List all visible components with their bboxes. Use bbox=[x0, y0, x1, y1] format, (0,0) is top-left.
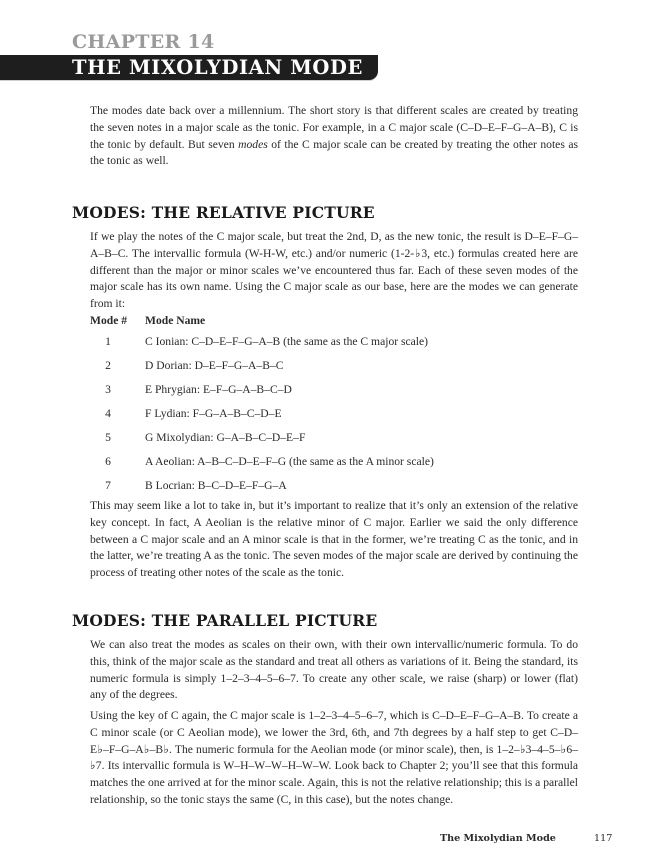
mode-name: E Phrygian: E–F–G–A–B–C–D bbox=[145, 383, 292, 396]
header-mode-name: Mode Name bbox=[145, 314, 206, 327]
mode-number: 5 bbox=[105, 431, 111, 444]
mode-name: D Dorian: D–E–F–G–A–B–C bbox=[145, 359, 284, 372]
chapter-label: CHAPTER 14 bbox=[72, 31, 215, 53]
intro-text-end: of the C major scale can be created by treating the other notes as the tonic as well. bbox=[90, 137, 578, 168]
mode-name: G Mixolydian: G–A–B–C–D–E–F bbox=[145, 431, 306, 444]
mode-name: A Aeolian: A–B–C–D–E–F–G (the same as the A minor scale) bbox=[145, 455, 434, 468]
table-row bbox=[90, 430, 530, 454]
intro-emphasis: modes bbox=[238, 137, 268, 151]
mode-number: 4 bbox=[105, 407, 111, 420]
modes-table-header bbox=[90, 313, 530, 334]
section-heading-relative: MODES: THE RELATIVE PICTURE bbox=[72, 203, 375, 222]
modes-table bbox=[90, 313, 530, 502]
mode-number: 1 bbox=[105, 335, 111, 348]
parallel-paragraph-1: We can also treat the modes as scales on their own, with their own intervallic/numeric formula. To do this, think of the major scale as the standard and treat all others as variations of it. Being the standard, its numeric formula is simply 1–2–3–4–5–6–7. To create any other scale, we raise (sharp) or lower (flat) any of the degrees. bbox=[90, 638, 578, 702]
running-footer-title: The Mixolydian Mode bbox=[440, 833, 556, 844]
header-mode-number: Mode # bbox=[90, 314, 128, 327]
section-heading-parallel: MODES: THE PARALLEL PICTURE bbox=[72, 611, 378, 630]
mode-name: F Lydian: F–G–A–B–C–D–E bbox=[145, 407, 282, 420]
table-row bbox=[90, 382, 530, 406]
intro-paragraph bbox=[90, 103, 578, 170]
relative-paragraph-1: If we play the notes of the C major scale, but treat the 2nd, D, as the new tonic, the result is D–E–F–G–A–B–C. The intervallic formula (W-H-W, etc.) and/or numeric (1-2-♭3, etc.) formulas created here are different than the major or minor scales we’ve encountered thus far. Each of these seven modes of the major scale has its own name. Using the C major scale as our base, here are the modes we can generate from it: bbox=[90, 230, 578, 311]
parallel-paragraph-2: Using the key of C again, the C major scale is 1–2–3–4–5–6–7, which is C–D–E–F–G–A–B. To create a C minor scale (or C Aeolian mode), we lower the 3rd, 6th, and 7th degrees by a half step to get C–D–E♭–F–G–A♭–B♭. The numeric formula for the Aeolian mode (or minor scale), then, is 1–2–♭3–4–5–♭6–♭7. Its intervallic formula is W–H–W–W–H–W–W. Look back to Chapter 2; you’ll see that this formula matches the one arrived at for the minor scale. Again, this is not the relative relationship; this is a parallel relationship, so the tonic stays the same (C, in this case), but the notes change. bbox=[90, 709, 578, 806]
table-row bbox=[90, 334, 530, 358]
table-row bbox=[90, 406, 530, 430]
mode-name: B Locrian: B–C–D–E–F–G–A bbox=[145, 479, 287, 492]
mode-number: 3 bbox=[105, 383, 111, 396]
page-number: 117 bbox=[594, 833, 613, 844]
intro-text-start: The modes date back over a millennium. The short story is that different scales are created by treating the seven notes in a major scale as the tonic. For example, in a C major scale (C–D–E–F–G–A–B), C is the tonic by default. But seven bbox=[90, 104, 578, 151]
table-row bbox=[90, 454, 530, 478]
mode-number: 6 bbox=[105, 455, 111, 468]
relative-paragraph-2: This may seem like a lot to take in, but it’s important to realize that it’s only an extension of the relative key concept. In fact, A Aeolian is the relative minor of C major. Earlier we said the only difference between a C major scale and an A minor scale is that in the former, we’re treating C as the tonic, and in the latter, we’re treating A as the tonic. The seven modes of the major scale are derived by continuing the process of treating other notes of the scale as the tonic. bbox=[90, 499, 578, 580]
mode-number: 2 bbox=[105, 359, 111, 372]
mode-name: C Ionian: C–D–E–F–G–A–B (the same as the C major scale) bbox=[145, 335, 429, 348]
mode-number: 7 bbox=[105, 479, 111, 492]
table-row bbox=[90, 358, 530, 382]
chapter-title: THE MIXOLYDIAN MODE bbox=[72, 56, 363, 79]
